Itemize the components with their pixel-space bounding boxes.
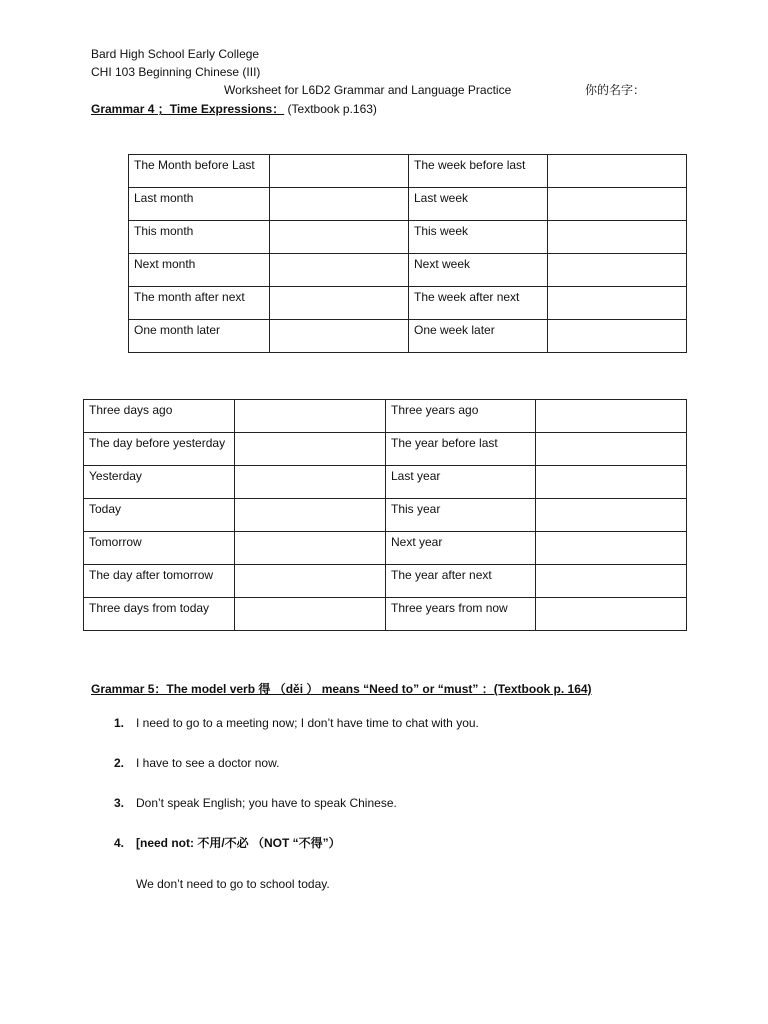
- table-cell: This month: [129, 221, 270, 254]
- grammar4-textbook-ref: (Textbook p.163): [284, 102, 377, 116]
- answer-cell[interactable]: [536, 565, 687, 598]
- table-cell: The day after tomorrow: [84, 565, 235, 598]
- item-number: 2.: [113, 756, 124, 770]
- table-row: [84, 532, 687, 565]
- table-row: [84, 433, 687, 466]
- table-cell: Last year: [386, 466, 536, 499]
- list-item: [91, 756, 479, 796]
- answer-cell[interactable]: [548, 221, 687, 254]
- answer-cell[interactable]: [235, 565, 386, 598]
- table-cell: The day before yesterday: [84, 433, 235, 466]
- grammar5-heading: Grammar 5：The model verb 得 （děi ） means “Need to” or “must” ：(Textbook p. 164): [91, 682, 592, 696]
- table-row: [84, 499, 687, 532]
- course-name: CHI 103 Beginning Chinese (III): [91, 65, 261, 79]
- table-cell: The year after next: [386, 565, 536, 598]
- table-cell: This year: [386, 499, 536, 532]
- answer-cell[interactable]: [235, 598, 386, 631]
- answer-cell[interactable]: [548, 254, 687, 287]
- table-cell: Yesterday: [84, 466, 235, 499]
- table-cell: One week later: [409, 320, 548, 353]
- table-row: [129, 188, 687, 221]
- item-number: 3.: [113, 796, 124, 810]
- answer-cell[interactable]: [548, 188, 687, 221]
- list-item: [91, 796, 479, 836]
- table-cell: Next week: [409, 254, 548, 287]
- table-cell: Tomorrow: [84, 532, 235, 565]
- table-row: [129, 155, 687, 188]
- time-expressions-table-days-years: [83, 399, 687, 631]
- answer-cell[interactable]: [235, 400, 386, 433]
- answer-cell[interactable]: [270, 287, 409, 320]
- item-text: [need not: 不用/不必 （NOT “不得”）: [136, 836, 341, 850]
- table-row: [129, 287, 687, 320]
- answer-cell[interactable]: [270, 254, 409, 287]
- answer-cell[interactable]: [548, 155, 687, 188]
- table-cell: The week after next: [409, 287, 548, 320]
- answer-cell[interactable]: [536, 598, 687, 631]
- answer-cell[interactable]: [270, 221, 409, 254]
- answer-cell[interactable]: [270, 155, 409, 188]
- school-name: Bard High School Early College: [91, 47, 260, 61]
- table-cell: Next year: [386, 532, 536, 565]
- item-number: 4.: [113, 836, 124, 850]
- table-cell: The week before last: [409, 155, 548, 188]
- item-number: 1.: [113, 716, 124, 730]
- table-cell: The month after next: [129, 287, 270, 320]
- table-row: [84, 565, 687, 598]
- table-cell: Three years from now: [386, 598, 536, 631]
- table-cell: Last week: [409, 188, 548, 221]
- item4-sentence: We don’t need to go to school today.: [136, 877, 330, 891]
- table-row: [84, 400, 687, 433]
- answer-cell[interactable]: [536, 433, 687, 466]
- grammar4-heading-line: [91, 102, 377, 117]
- table-cell: Three years ago: [386, 400, 536, 433]
- answer-cell[interactable]: [235, 499, 386, 532]
- answer-cell[interactable]: [270, 320, 409, 353]
- answer-cell[interactable]: [548, 320, 687, 353]
- answer-cell[interactable]: [270, 188, 409, 221]
- worksheet-title: Worksheet for L6D2 Grammar and Language Practice: [224, 83, 512, 97]
- table-cell: This week: [409, 221, 548, 254]
- item-text: I need to go to a meeting now; I don’t have time to chat with you.: [136, 716, 479, 730]
- table-cell: The Month before Last: [129, 155, 270, 188]
- table-cell: One month later: [129, 320, 270, 353]
- answer-cell[interactable]: [548, 287, 687, 320]
- answer-cell[interactable]: [235, 532, 386, 565]
- name-label: 你的名字：: [585, 83, 646, 97]
- answer-cell[interactable]: [235, 433, 386, 466]
- table-row: [129, 254, 687, 287]
- table-cell: Last month: [129, 188, 270, 221]
- table-cell: Three days from today: [84, 598, 235, 631]
- practice-sentence-list: [91, 716, 479, 876]
- table-cell: The year before last: [386, 433, 536, 466]
- table-row: [84, 466, 687, 499]
- grammar4-heading: Grammar 4 ；Time Expressions：: [91, 102, 285, 116]
- table-row: [129, 221, 687, 254]
- time-expressions-table-months-weeks: [128, 154, 687, 353]
- answer-cell[interactable]: [536, 466, 687, 499]
- table-row: [129, 320, 687, 353]
- list-item: [91, 836, 479, 876]
- item-text: Don’t speak English; you have to speak Chinese.: [136, 796, 397, 810]
- answer-cell[interactable]: [536, 499, 687, 532]
- table-cell: Three days ago: [84, 400, 235, 433]
- table-cell: Today: [84, 499, 235, 532]
- table-cell: Next month: [129, 254, 270, 287]
- answer-cell[interactable]: [235, 466, 386, 499]
- list-item: [91, 716, 479, 756]
- item-text: I have to see a doctor now.: [136, 756, 280, 770]
- answer-cell[interactable]: [536, 532, 687, 565]
- answer-cell[interactable]: [536, 400, 687, 433]
- table-row: [84, 598, 687, 631]
